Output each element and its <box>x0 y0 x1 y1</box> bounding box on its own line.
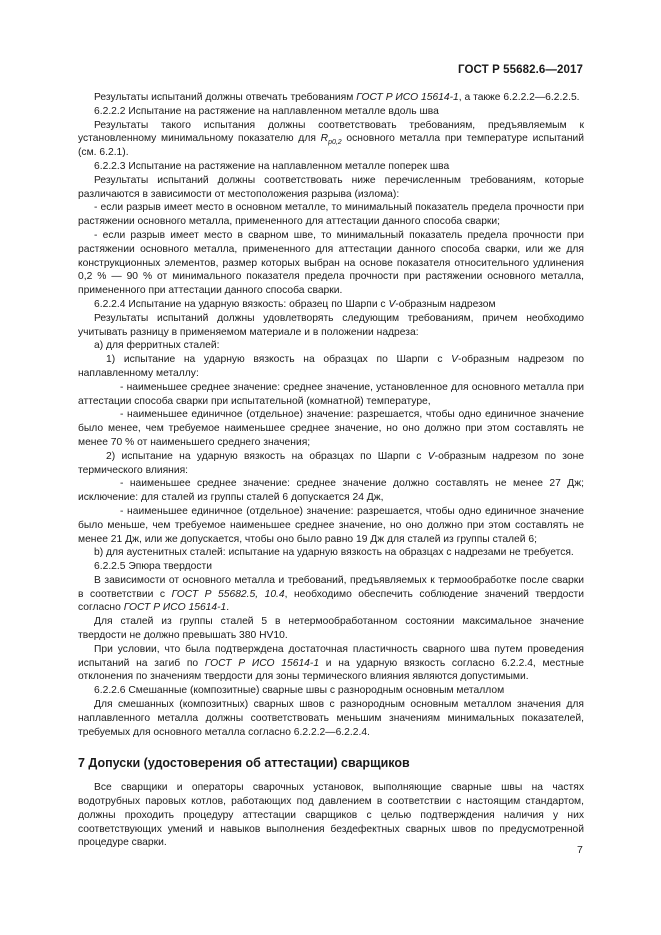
subsection-heading <box>78 298 584 312</box>
text: . <box>226 602 230 614</box>
text: , необходимо обеспечить соблюдение значений твердости согласно <box>78 588 584 614</box>
text: -образным надрезом <box>395 298 496 310</box>
text: -образным надрезом по зоне термического влияния: <box>78 450 584 476</box>
paragraph: Все сварщики и операторы сварочных установок, выполняющие сварные швы на частях водотрубных паровых котлов, работающих под давлением в соответствии с настоящим стандартом, должны проходить процедуру аттестации сварщиков с целью подтверждения наличия у них соответствующих умений и навыков выполнения бездефектных сварных швов по предусмотренной процедуре сварки. <box>78 782 584 849</box>
paragraph: Для сталей из группы сталей 5 в нетермообработанном состоянии максимальное значение твердости не должно превышать 380 HV10. <box>78 616 584 642</box>
subsection-heading: 6.2.2.6 Смешанные (композитные) сварные швы с разнородным основным металлом <box>94 685 505 697</box>
paragraph <box>78 119 584 160</box>
standard-reference: ГОСТ Р ИСО 15614-1 <box>123 602 227 614</box>
paragraph <box>78 91 584 105</box>
symbol: V <box>388 298 396 310</box>
list-item: - наименьшее единичное (отдельное) значение: разрешается, чтобы одно единичное значение было меньше, чем требуемое наименьшее среднее значение, но оно должно при этом составлять не менее 21 Дж, или же допускается, чтобы оно было равно 19 Дж для сталей из группы сталей 6; <box>78 505 584 545</box>
text: основного металла при температуре испытаний (см. 6.2.1). <box>78 133 585 159</box>
standard-reference: ГОСТ Р ИСО 15614-1 <box>204 657 320 669</box>
text: , а также 6.2.2.2—6.2.2.5. <box>458 92 580 103</box>
subsection-heading: 6.2.2.3 Испытание на растяжение на наплавленном металле поперек шва <box>94 160 450 172</box>
symbol-subscript: p0,2 <box>328 139 342 147</box>
symbol: V <box>427 450 435 462</box>
paragraph: Результаты испытаний должны удовлетворять следующим требованиям, причем необходимо учитывать разницу в применяемом материале и в положении надреза: <box>78 312 584 338</box>
text: 1) испытание на ударную вязкость на образцах по Шарпи с <box>106 354 452 366</box>
list-heading: а) для ферритных сталей: <box>94 340 220 352</box>
standard-reference: ГОСТ Р 55682.5, 10.4 <box>171 588 285 600</box>
document-code: ГОСТ Р 55682.6—2017 <box>458 64 583 76</box>
text: 2) испытание на ударную вязкость на образцах по Шарпи с <box>106 450 428 462</box>
list-item: - наименьшее среднее значение: среднее значение должно составлять не менее 27 Дж; исключение: для сталей из группы сталей 6 допускается 24 Дж, <box>78 478 584 504</box>
page-body <box>78 91 584 850</box>
page-number: 7 <box>577 844 583 856</box>
paragraph: Для смешанных (композитных) сварных швов с разнородным основным металлом значения для наплавленного металла должны соответствовать меньшим значениям минимальных показателей, требуемых для основного металла согласно 6.2.2.2—6.2.2.4. <box>78 699 584 738</box>
paragraph <box>78 643 584 684</box>
list-item: - если разрыв имеет место в сварном шве, то минимальный показатель предела прочности при растяжении основного металла, примененного для аттестации данного способа сварки, или же для конструкционных элементов, размер которых выбран на основе показателя относительного удлинения 0,2 % — 90 % от минимального показателя предела прочности при растяжении основного металла, примененного при аттестации данного способа сварки. <box>78 229 584 297</box>
standard-reference: ГОСТ Р ИСО 15614-1 <box>356 92 459 103</box>
text: В зависимости от основного металла и требований, предъявляемых к термообработке после сварки в соответствии с <box>78 574 584 600</box>
text: Результаты такого испытания должны соответствовать требованиям, предъявляемым к установленному минимальному показателю для <box>78 119 584 145</box>
text: 6.2.2.4 Испытание на ударную вязкость: образец по Шарпи с <box>94 298 389 310</box>
list-item: - если разрыв имеет место в основном металле, то минимальный показатель предела прочности при растяжении основного металла, примененного для аттестации данного способа сварки; <box>78 202 584 228</box>
paragraph: Результаты испытаний должны соответствовать ниже перечисленным требованиям, которые различаются в зависимости от местоположения разрыва (излома): <box>78 174 584 200</box>
list-item: - наименьшее среднее значение: среднее значение, установленное для основного металла при аттестации способа сварки при испытательной (комнатной) температуре, <box>78 381 584 407</box>
text: При условии, что была подтверждена достаточная пластичность сварного шва путем проведения испытаний на загиб по <box>78 643 584 669</box>
subsection-heading: 6.2.2.5 Эпюра твердости <box>94 561 213 573</box>
list-item <box>78 353 584 381</box>
list-item: - наименьшее единичное (отдельное) значение: разрешается, чтобы одно единичное значение было менее, чем требуемое наименьшее среднее значение, но оно должно при этом составлять не менее 70 % от наименьшего среднего значения; <box>78 409 584 448</box>
symbol: R <box>320 133 329 145</box>
text: и на ударную вязкость согласно 6.2.2.4, местные отклонения по значениям твердости для зоны термического влияния являются допустимыми. <box>78 657 585 683</box>
paragraph <box>78 574 584 615</box>
symbol: V <box>451 354 459 366</box>
text: Результаты испытаний должны отвечать требованиям <box>94 92 357 103</box>
subsection-heading: 6.2.2.2 Испытание на растяжение на наплавленном металле вдоль шва <box>94 105 439 117</box>
list-item <box>78 450 584 478</box>
text: -образным надрезом по наплавленному металлу: <box>78 354 584 379</box>
section-title: 7 Допуски (удостоверения об аттестации) сварщиков <box>78 756 410 771</box>
list-item: b) для аустенитных сталей: испытание на ударную вязкость на образцах с надрезами не требуется. <box>94 547 574 559</box>
